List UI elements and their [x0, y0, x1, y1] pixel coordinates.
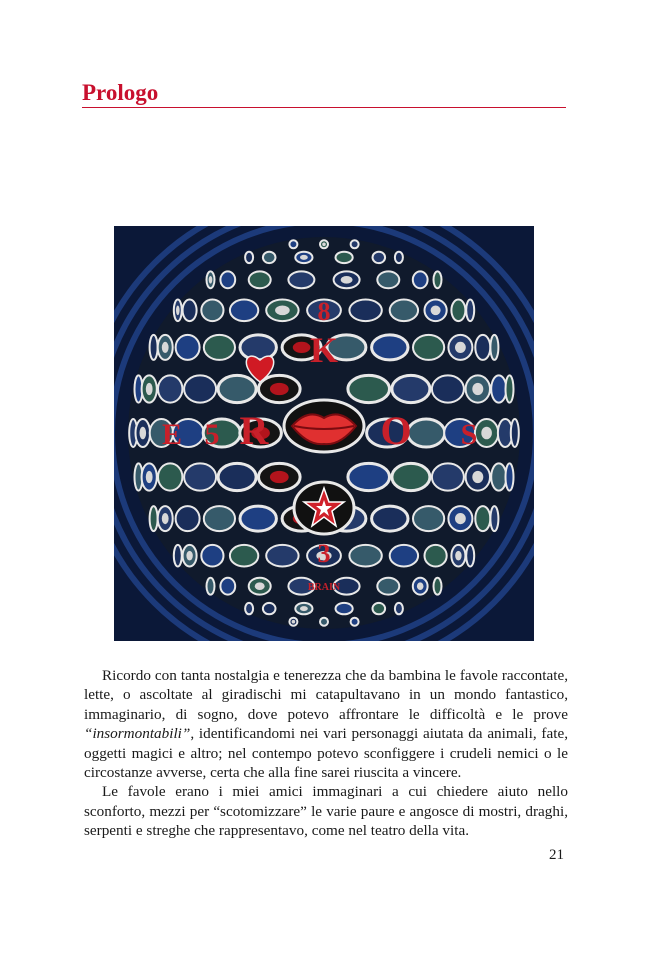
artwork-oval	[201, 300, 223, 322]
artwork-oval-motif	[270, 383, 289, 395]
artwork-star	[294, 482, 354, 534]
artwork-oval	[218, 463, 256, 490]
artwork-oval-motif	[186, 551, 192, 561]
artwork-oval	[263, 252, 276, 263]
artwork-oval-motif	[140, 427, 147, 440]
artwork-oval	[491, 375, 506, 402]
artwork-oval-motif	[162, 342, 169, 353]
artwork-oval	[434, 271, 442, 288]
art-letter-3: 3	[317, 539, 331, 568]
paragraph: Ricordo con tanta nostalgia e tenerezza che da bambina le favole raccontate, lette, o ascoltate al giradischi mi catapultavano in un mondo fantastico, immaginario, di sogno, dove potevo affrontare le difficoltà e le prove “insormontabili”, identificandomi nei vari personaggi aiutata da animali, fate, oggetti magici e altro; nel contempo potevo sconfiggere i crudeli nemici o le circostanze avverse, certa che alla fine sarei riuscita a vincere.	[84, 667, 568, 782]
artwork-oval	[230, 300, 258, 322]
artwork-oval	[218, 375, 256, 402]
artwork-oval	[320, 618, 328, 626]
artwork-oval	[176, 506, 200, 531]
artwork-oval	[349, 545, 381, 567]
artwork-oval	[289, 240, 297, 248]
artwork-oval	[266, 545, 298, 567]
artwork-oval	[395, 603, 403, 614]
artwork-oval	[336, 252, 353, 263]
art-letter-5: 5	[204, 418, 220, 451]
artwork-oval-motif	[417, 582, 424, 590]
artwork-oval-motif	[176, 306, 180, 316]
art-letter-o: O	[380, 408, 412, 453]
artwork-oval	[395, 252, 403, 263]
artwork-oval	[392, 463, 430, 490]
artwork-oval-motif	[455, 551, 461, 561]
artwork-oval	[373, 603, 386, 614]
artwork-oval	[372, 335, 408, 360]
paragraph: Le favole erano i miei amici immaginari a cui chiedere aiuto nello sconforto, mezzi per “scotomizzare” le varie paure e angosce di mostri, draghi, serpenti e streghe che rappresentavo, come nel teatro della vita.	[84, 783, 568, 840]
artwork-oval	[150, 506, 158, 531]
artwork-oval	[390, 545, 418, 567]
art-letter-k: K	[309, 330, 339, 370]
artwork-oval-motif	[209, 276, 213, 284]
artwork-oval	[183, 300, 197, 322]
artwork-oval-motif	[300, 255, 308, 260]
artwork-oval	[390, 300, 418, 322]
artwork-oval	[351, 618, 359, 626]
artwork-oval	[425, 545, 447, 567]
artwork-oval	[377, 271, 399, 288]
artwork-oval	[176, 335, 200, 360]
artwork-oval	[263, 603, 276, 614]
artwork-oval	[348, 375, 390, 402]
artwork-oval-motif	[162, 513, 169, 524]
artwork-oval	[491, 463, 506, 490]
artwork-oval-motif	[455, 342, 466, 353]
artwork-oval	[158, 375, 182, 402]
artwork-oval	[432, 463, 464, 490]
artwork-oval	[490, 335, 498, 360]
artwork-oval	[475, 335, 490, 360]
artwork-oval	[351, 240, 359, 248]
chapter-title: Prologo	[82, 80, 159, 105]
artwork-oval	[336, 603, 353, 614]
artwork-oval-motif	[481, 427, 492, 440]
artwork-oval	[204, 506, 235, 531]
art-letter-e: E	[161, 418, 183, 451]
page-number: 21	[549, 847, 564, 863]
art-letter-8: 8	[317, 297, 331, 326]
artwork-oval-motif	[275, 306, 290, 316]
artwork-oval-motif	[472, 471, 483, 483]
artwork-oval	[204, 335, 235, 360]
artwork-oval	[158, 463, 182, 490]
artwork-oval	[490, 506, 498, 531]
artwork-oval	[348, 463, 390, 490]
artwork-oval	[220, 271, 235, 288]
artwork-oval	[245, 603, 253, 614]
artwork-oval	[220, 578, 235, 595]
art-letter-s: S	[460, 418, 478, 451]
art-letter-r: R	[239, 408, 269, 453]
artwork-oval-motif	[455, 513, 466, 524]
artwork-oval	[230, 545, 258, 567]
artwork-oval	[392, 375, 430, 402]
artwork-oval	[207, 578, 215, 595]
artwork-oval	[372, 506, 408, 531]
artwork-oval-motif	[292, 620, 296, 624]
artwork-oval	[511, 419, 519, 447]
artwork-oval	[434, 578, 442, 595]
artwork-oval	[377, 578, 399, 595]
artwork-oval	[413, 271, 428, 288]
artwork-oval	[373, 252, 386, 263]
artwork-oval-motif	[146, 383, 153, 395]
artwork-lips	[284, 400, 364, 452]
artwork-oval-motif	[300, 606, 308, 611]
artwork-oval	[249, 271, 271, 288]
artwork-oval	[349, 300, 381, 322]
artwork-oval	[240, 506, 276, 531]
artwork-oval-motif	[322, 243, 326, 247]
artwork-image	[114, 226, 534, 641]
artwork-oval	[184, 463, 216, 490]
title-rule	[82, 107, 566, 108]
artwork-oval	[288, 271, 314, 288]
artwork-oval	[413, 506, 444, 531]
artwork-oval	[506, 375, 514, 402]
artwork-oval	[150, 335, 158, 360]
artwork-oval	[245, 252, 253, 263]
artwork-oval	[475, 506, 490, 531]
artwork-oval-motif	[341, 276, 353, 284]
artwork-oval	[466, 545, 474, 567]
artwork-oval-motif	[146, 471, 153, 483]
artwork-oval	[413, 335, 444, 360]
artwork-oval	[184, 375, 216, 402]
artwork-oval	[506, 463, 514, 490]
artwork-oval-motif	[431, 306, 441, 316]
artwork-oval	[201, 545, 223, 567]
artwork-oval-motif	[270, 471, 289, 483]
artwork-oval-motif	[255, 582, 265, 590]
body-text	[84, 666, 568, 841]
artwork-oval	[451, 300, 465, 322]
artwork-oval	[466, 300, 474, 322]
artwork-oval-motif	[293, 342, 311, 353]
artwork-oval	[174, 545, 182, 567]
art-letter-brain: BRAIN	[307, 582, 341, 593]
artwork-oval	[408, 419, 445, 447]
artwork-oval	[432, 375, 464, 402]
artwork-oval-motif	[472, 383, 483, 395]
